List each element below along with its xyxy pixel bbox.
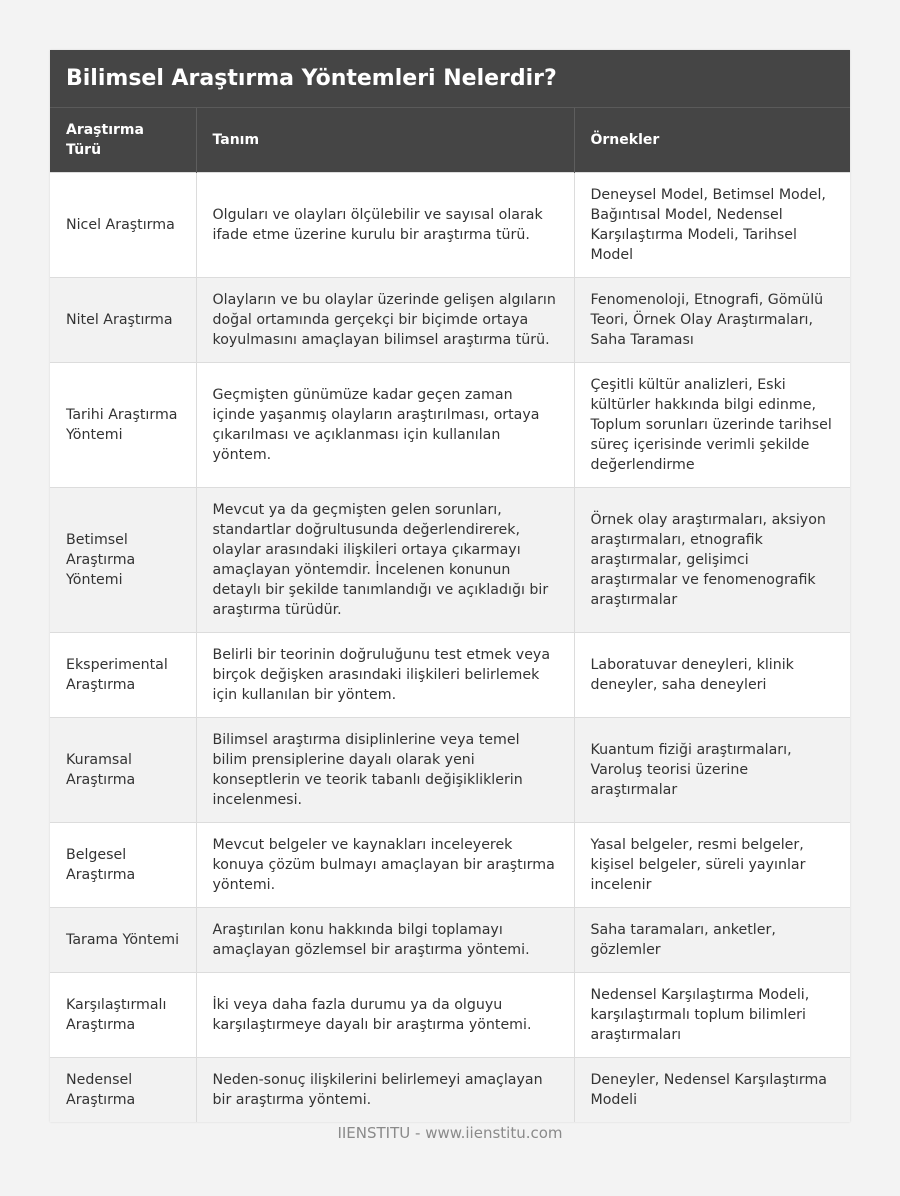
cell-type: Kuramsal Araştırma [50, 718, 196, 823]
table-title: Bilimsel Araştırma Yöntemleri Nelerdir? [50, 50, 850, 108]
header-row [50, 108, 850, 173]
cell-definition: Bilimsel araştırma disiplinlerine veya temel bilim prensiplerine dayalı olarak yeni konseptlerin ve teorik tabanlı değişikliklerin incelenmesi. [196, 718, 574, 823]
table-row [50, 488, 850, 633]
cell-type: Tarama Yöntemi [50, 908, 196, 973]
table-row [50, 908, 850, 973]
methods-table-card [50, 50, 850, 1122]
table-row [50, 1058, 850, 1123]
cell-definition: Belirli bir teorinin doğruluğunu test etmek veya birçok değişken arasındaki ilişkileri belirlemek için kullanılan bir yöntem. [196, 633, 574, 718]
table-row [50, 363, 850, 488]
cell-type: Tarihi Araştırma Yöntemi [50, 363, 196, 488]
cell-type: Karşılaştırmalı Araştırma [50, 973, 196, 1058]
cell-definition: Olguları ve olayları ölçülebilir ve sayısal olarak ifade etme üzerine kurulu bir araştırma türü. [196, 173, 574, 278]
cell-type: Nitel Araştırma [50, 278, 196, 363]
cell-definition: İki veya daha fazla durumu ya da olguyu karşılaştırmeye dayalı bir araştırma yöntemi. [196, 973, 574, 1058]
table-row [50, 823, 850, 908]
cell-examples: Laboratuvar deneyleri, klinik deneyler, saha deneyleri [574, 633, 850, 718]
cell-examples: Örnek olay araştırmaları, aksiyon araştırmaları, etnografik araştırmalar, gelişimci araştırmalar ve fenomenografik araştırmalar [574, 488, 850, 633]
cell-type: Nicel Araştırma [50, 173, 196, 278]
cell-type: Belgesel Araştırma [50, 823, 196, 908]
header-examples: Örnekler [574, 108, 850, 173]
cell-examples: Nedensel Karşılaştırma Modeli, karşılaştırmalı toplum bilimleri araştırmaları [574, 973, 850, 1058]
table-row [50, 633, 850, 718]
table-row [50, 278, 850, 363]
cell-definition: Neden-sonuç ilişkilerini belirlemeyi amaçlayan bir araştırma yöntemi. [196, 1058, 574, 1123]
header-definition: Tanım [196, 108, 574, 173]
cell-definition: Araştırılan konu hakkında bilgi toplamayı amaçlayan gözlemsel bir araştırma yöntemi. [196, 908, 574, 973]
cell-type: Nedensel Araştırma [50, 1058, 196, 1123]
cell-examples: Yasal belgeler, resmi belgeler, kişisel belgeler, süreli yayınlar incelenir [574, 823, 850, 908]
cell-definition: Mevcut ya da geçmişten gelen sorunları, standartlar doğrultusunda değerlendirerek, olaylar arasındaki ilişkileri ortaya çıkarmayı amaçlayan yöntemdir. İncelenen konunun detaylı bir şekilde tanımlandığı ve açıkladığı bir araştırma türüdür. [196, 488, 574, 633]
cell-examples: Kuantum fiziği araştırmaları, Varoluş teorisi üzerine araştırmalar [574, 718, 850, 823]
methods-table [50, 108, 850, 1122]
cell-type: Betimsel Araştırma Yöntemi [50, 488, 196, 633]
cell-examples: Fenomenoloji, Etnografi, Gömülü Teori, Örnek Olay Araştırmaları, Saha Taraması [574, 278, 850, 363]
header-research-type: Araştırma Türü [50, 108, 196, 173]
cell-examples: Deneysel Model, Betimsel Model, Bağıntısal Model, Nedensel Karşılaştırma Modeli, Tarihsel Model [574, 173, 850, 278]
table-row [50, 973, 850, 1058]
cell-definition: Olayların ve bu olaylar üzerinde gelişen algıların doğal ortamında gerçekçi bir biçimde ortaya koyulmasını amaçlayan bilimsel araştırma türü. [196, 278, 574, 363]
table-row [50, 718, 850, 823]
cell-type: Eksperimental Araştırma [50, 633, 196, 718]
cell-definition: Mevcut belgeler ve kaynakları inceleyerek konuya çözüm bulmayı amaçlayan bir araştırma yöntemi. [196, 823, 574, 908]
cell-examples: Deneyler, Nedensel Karşılaştırma Modeli [574, 1058, 850, 1123]
table-row [50, 173, 850, 278]
cell-examples: Çeşitli kültür analizleri, Eski kültürler hakkında bilgi edinme, Toplum sorunları üzerinde tarihsel süreç içerisinde verimli şekilde değerlendirme [574, 363, 850, 488]
cell-definition: Geçmişten günümüze kadar geçen zaman içinde yaşanmış olayların araştırılması, ortaya çıkarılması ve açıklanması için kullanılan yöntem. [196, 363, 574, 488]
footer-credit: IIENSTITU - www.iienstitu.com [337, 1124, 563, 1142]
cell-examples: Saha taramaları, anketler, gözlemler [574, 908, 850, 973]
